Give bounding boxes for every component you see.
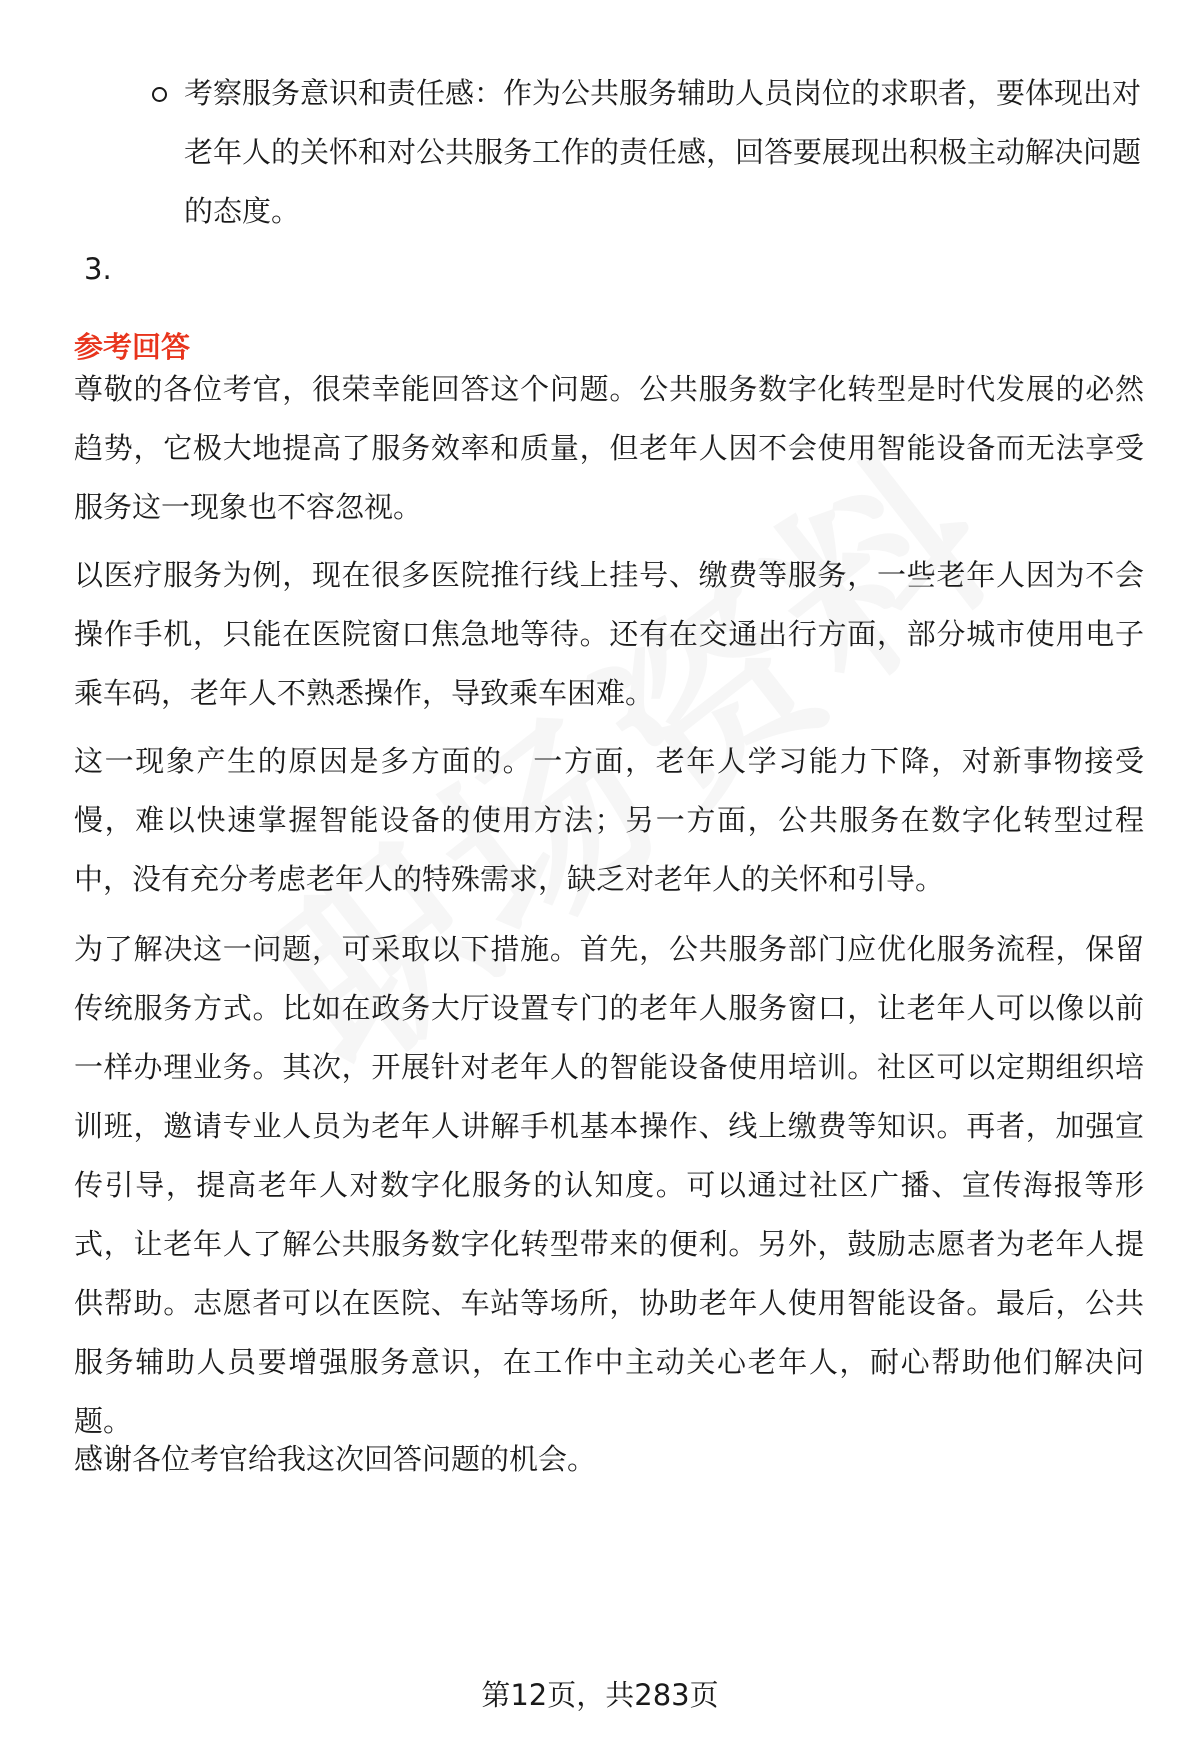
hollow-circle-bullet-icon bbox=[152, 87, 167, 102]
section-heading: 参考回答 bbox=[74, 330, 191, 364]
paragraph-closing: 感谢各位考官给我这次回答问题的机会。 bbox=[74, 1442, 597, 1476]
paragraph-causes: 这一现象产生的原因是多方面的。一方面，老年人学习能力下降，对新事物接受慢，难以快速掌握智能设备的使用方法；另一方面，公共服务在数字化转型过程中，没有充分考虑老年人的特殊需求，缺乏对老年人的关怀和引导。 bbox=[74, 744, 1144, 896]
bullet-text: 考察服务意识和责任感：作为公共服务辅助人员岗位的求职者，要体现出对老年人的关怀和对公共服务工作的责任感，回答要展现出积极主动解决问题的态度。 bbox=[184, 76, 1142, 228]
paragraph-examples: 以医疗服务为例，现在很多医院推行线上挂号、缴费等服务，一些老年人因为不会操作手机，只能在医院窗口焦急地等待。还有在交通出行方面，部分城市使用电子乘车码，老年人不熟悉操作，导致乘车困难。 bbox=[74, 558, 1144, 710]
paragraph-intro: 尊敬的各位考官，很荣幸能回答这个问题。公共服务数字化转型是时代发展的必然趋势，它极大地提高了服务效率和质量，但老年人因不会使用智能设备而无法享受服务这一现象也不容忽视。 bbox=[74, 372, 1144, 524]
list-number: 3. bbox=[84, 252, 112, 286]
page-footer: 第12页，共283页 bbox=[481, 1678, 719, 1712]
paragraph-measures: 为了解决这一问题，可采取以下措施。首先，公共服务部门应优化服务流程，保留传统服务方式。比如在政务大厅设置专门的老年人服务窗口，让老年人可以像以前一样办理业务。其次，开展针对老年人的智能设备使用培训。社区可以定期组织培训班，邀请专业人员为老年人讲解手机基本操作、线上缴费等知识。再者，加强宣传引导，提高老年人对数字化服务的认知度。可以通过社区广播、宣传海报等形式，让老年人了解公共服务数字化转型带来的便利。另外，鼓励志愿者为老年人提供帮助。志愿者可以在医院、车站等场所，协助老年人使用智能设备。最后，公共服务辅助人员要增强服务意识，在工作中主动关心老年人，耐心帮助他们解决问题。 bbox=[74, 932, 1144, 1438]
